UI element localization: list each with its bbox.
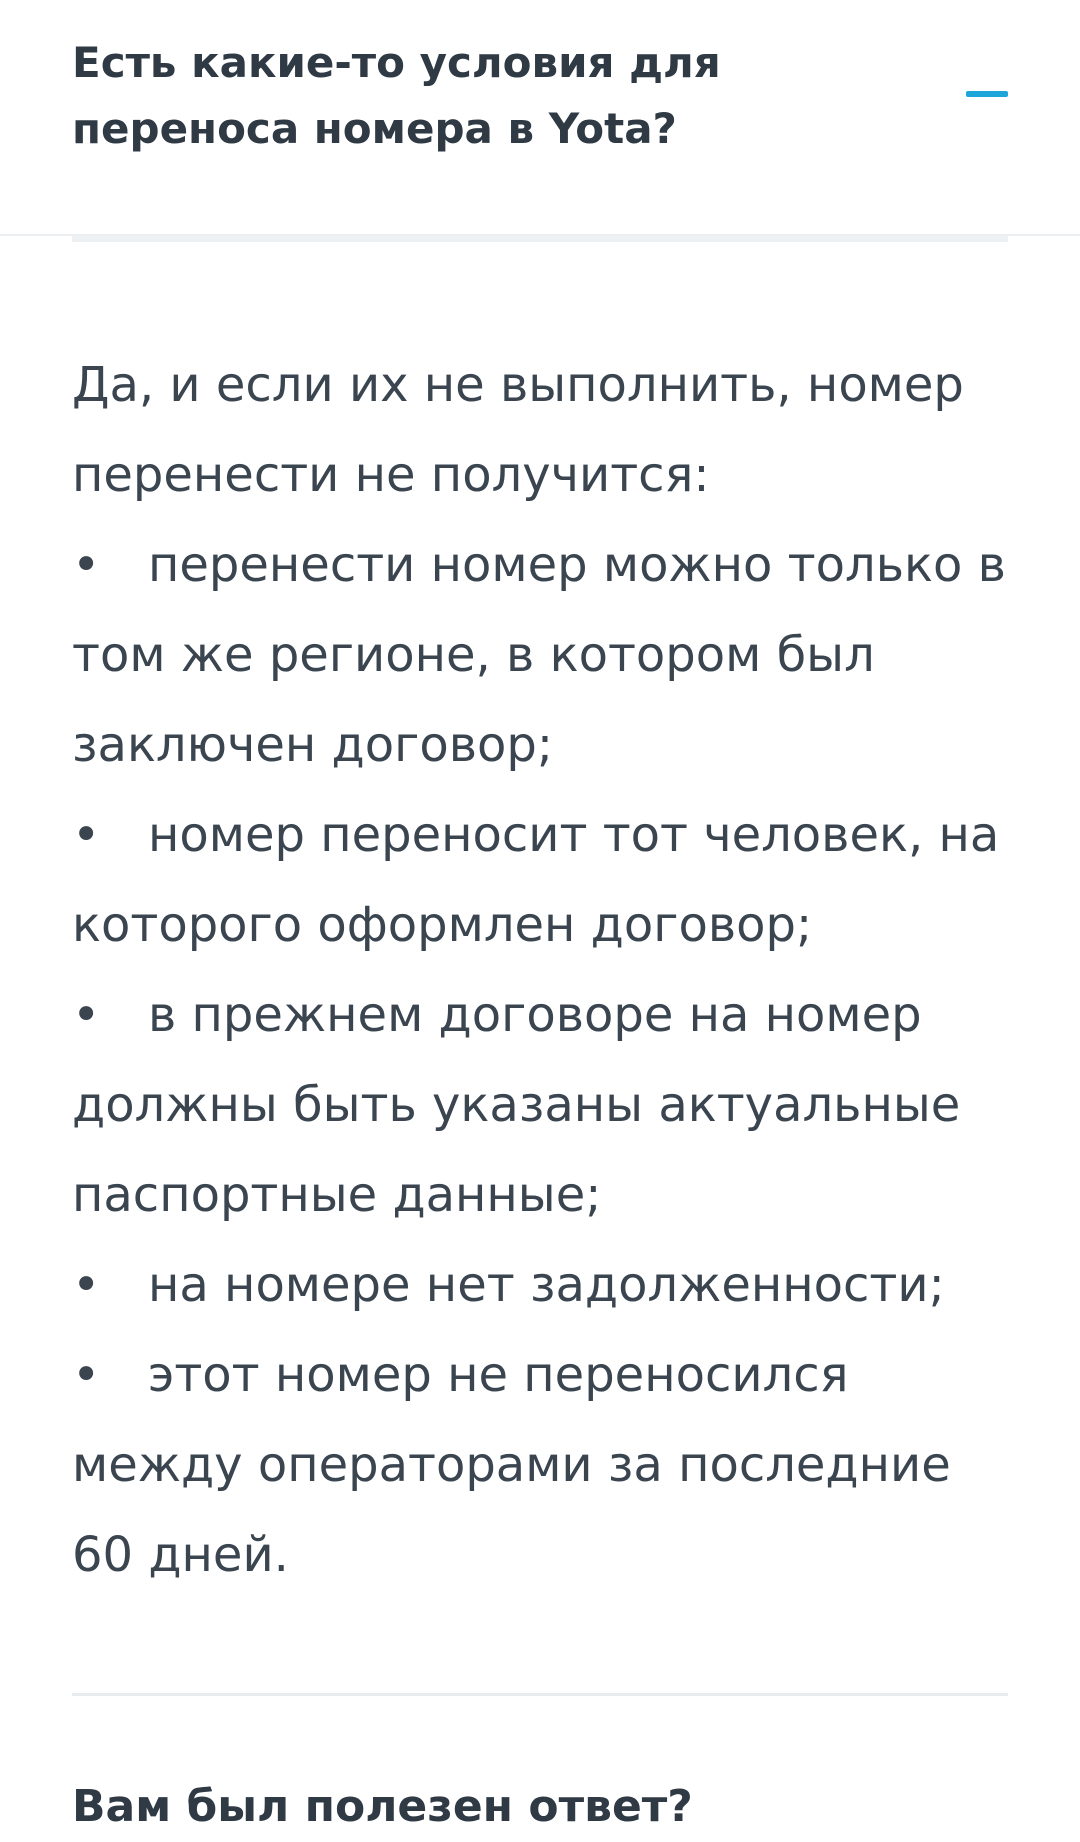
faq-question: Есть какие-то условия для переноса номера в Yota? <box>72 38 721 153</box>
bullet-icon: • <box>72 987 101 1043</box>
bullet-icon: • <box>72 807 101 863</box>
list-item-text: на номере нет задолженности; <box>148 1257 945 1313</box>
feedback-title: Вам был полезен ответ? <box>72 1781 693 1832</box>
list-item-text: этот номер не переносился между операторами за последние 60 дней. <box>72 1347 951 1583</box>
minus-icon <box>966 91 1008 97</box>
list-item <box>72 1240 1012 1330</box>
list-item-text: номер переносит тот человек, на которого оформлен договор; <box>72 807 1000 953</box>
list-item-text: в прежнем договоре на номер должны быть указаны актуальные паспортные данные; <box>72 987 961 1223</box>
header-underline <box>72 236 1008 242</box>
faq-answer <box>72 340 1012 1600</box>
collapse-toggle[interactable] <box>962 70 1010 118</box>
list-item <box>72 970 1012 1240</box>
faq-header[interactable] <box>0 0 1080 236</box>
answer-intro: Да, и если их не выполнить, номер перенести не получится: <box>72 357 964 503</box>
bullet-icon: • <box>72 537 101 593</box>
list-item <box>72 520 1012 790</box>
bullet-icon: • <box>72 1347 101 1403</box>
divider <box>72 1693 1008 1696</box>
list-item-text: перенести номер можно только в том же регионе, в котором был заключен договор; <box>72 537 1006 773</box>
list-item <box>72 790 1012 970</box>
bullet-icon: • <box>72 1257 101 1313</box>
list-item <box>72 1330 1012 1600</box>
answer-list <box>72 520 1012 1600</box>
